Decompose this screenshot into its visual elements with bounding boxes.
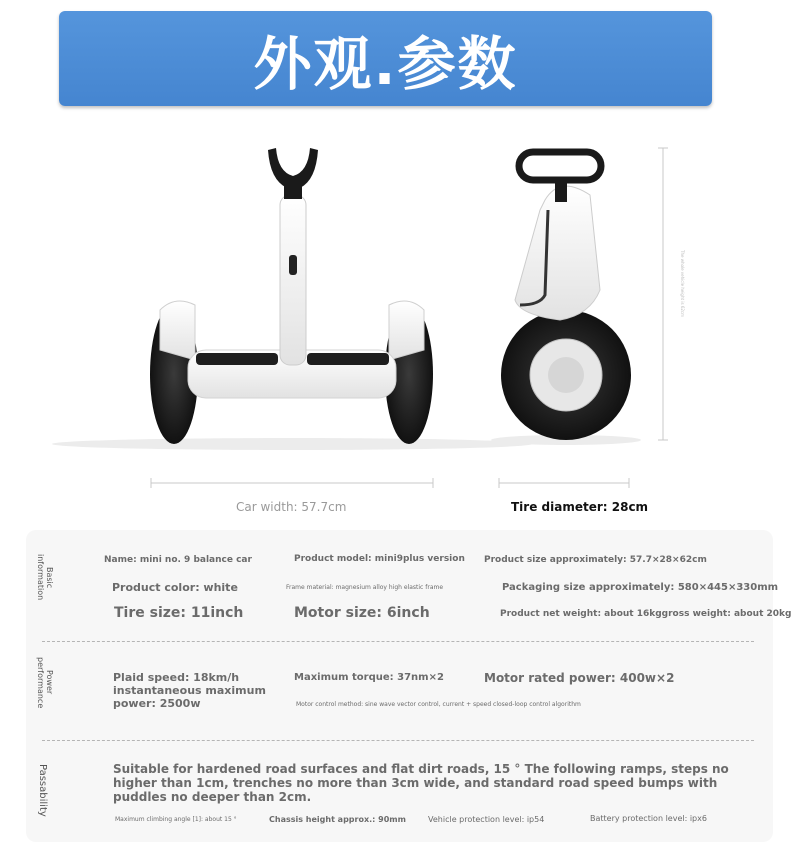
spec-motor-size: Motor size: 6inch <box>294 605 430 621</box>
spec-model: Product model: mini9plus version <box>294 554 465 564</box>
section-label-passability: Passability <box>37 763 48 817</box>
tire-caption: Tire diameter: 28cm <box>511 500 649 514</box>
spec-torque: Maximum torque: 37nm×2 <box>294 672 444 683</box>
side-view <box>491 152 641 445</box>
spec-size: Product size approximately: 57.7×28×62cm <box>484 555 707 565</box>
section-label-power: Power performance <box>36 656 54 709</box>
divider <box>42 641 754 642</box>
divider <box>42 740 754 741</box>
spec-color: Product color: white <box>112 581 238 594</box>
spec-vehicle-protection: Vehicle protection level: ip54 <box>428 815 545 824</box>
title-banner <box>59 11 712 106</box>
spec-frame: Frame material: magnesium alloy high elastic frame <box>286 584 444 591</box>
spec-speed: Plaid speed: 18km/h instantaneous maximum power: 2500w <box>113 671 266 710</box>
spec-packaging: Packaging size approximately: 580×445×330mm <box>502 582 779 593</box>
spec-weight: Product net weight: about 16kggross weight: about 20kg <box>500 609 792 619</box>
width-caption: Car width: 57.7cm <box>236 500 347 514</box>
spec-rated-power: Motor rated power: 400w×2 <box>484 671 675 685</box>
spec-name: Name: mini no. 9 balance car <box>104 555 252 565</box>
front-view <box>52 148 532 450</box>
spec-roads: Suitable for hardened road surfaces and flat dirt roads, 15 ° The following ramps, steps no higher than 1cm, trenches no more than 3cm wide, and standard road speed bumps with puddles no deeper than 2cm. <box>113 762 729 804</box>
spec-chassis: Chassis height approx.: 90mm <box>269 815 406 824</box>
section-label-basic: Basic information <box>36 554 54 601</box>
spec-control-method: Motor control method: sine wave vector control, current + speed closed-loop control algorithm <box>296 701 581 708</box>
height-note: The whole vehicle height is 62cm <box>680 250 685 317</box>
spec-climb: Maximum climbing angle [1]: about 15 ° <box>115 816 237 823</box>
spec-battery-protection: Battery protection level: ipx6 <box>590 814 707 823</box>
spec-tire-size: Tire size: 11inch <box>114 605 244 621</box>
banner-title: 外观.参数 <box>253 29 518 98</box>
